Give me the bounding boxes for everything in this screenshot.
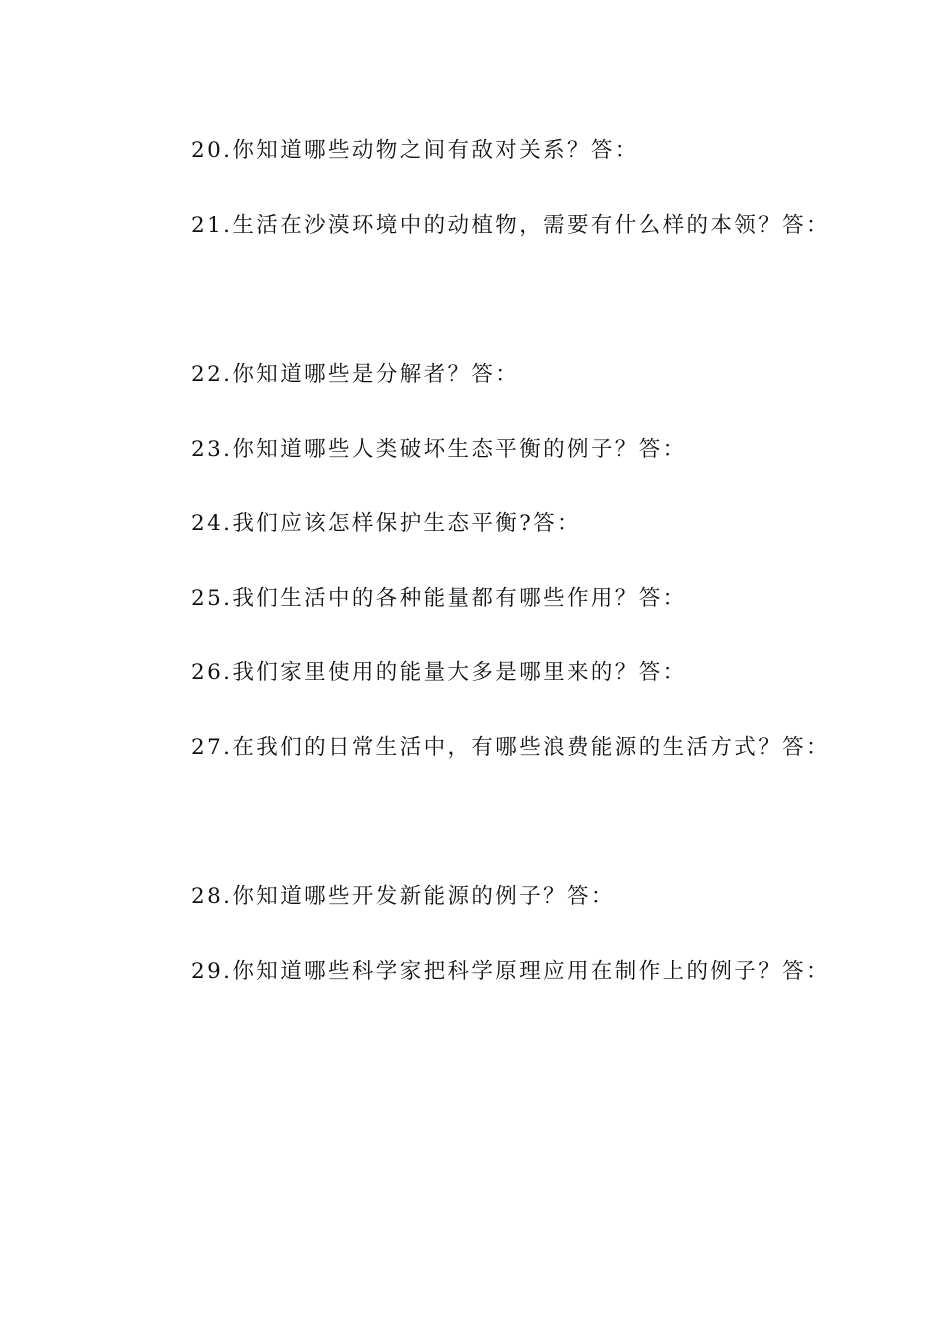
question-24: 24.我们应该怎样保护生态平衡?答： bbox=[191, 511, 581, 536]
question-22: 22.你知道哪些是分解者？答： bbox=[191, 362, 520, 387]
question-20: 20.你知道哪些动物之间有敌对关系？答： bbox=[191, 138, 639, 163]
question-28: 28.你知道哪些开发新能源的例子？答： bbox=[191, 884, 615, 909]
question-21: 21.生活在沙漠环境中的动植物，需要有什么样的本领？答： bbox=[191, 213, 830, 238]
question-23: 23.你知道哪些人类破坏生态平衡的例子？答： bbox=[191, 437, 687, 462]
question-25: 25.我们生活中的各种能量都有哪些作用？答： bbox=[191, 586, 687, 611]
question-26: 26.我们家里使用的能量大多是哪里来的？答： bbox=[191, 660, 687, 685]
question-27: 27.在我们的日常生活中，有哪些浪费能源的生活方式？答： bbox=[191, 735, 830, 760]
question-29: 29.你知道哪些科学家把科学原理应用在制作上的例子？答： bbox=[191, 959, 830, 984]
